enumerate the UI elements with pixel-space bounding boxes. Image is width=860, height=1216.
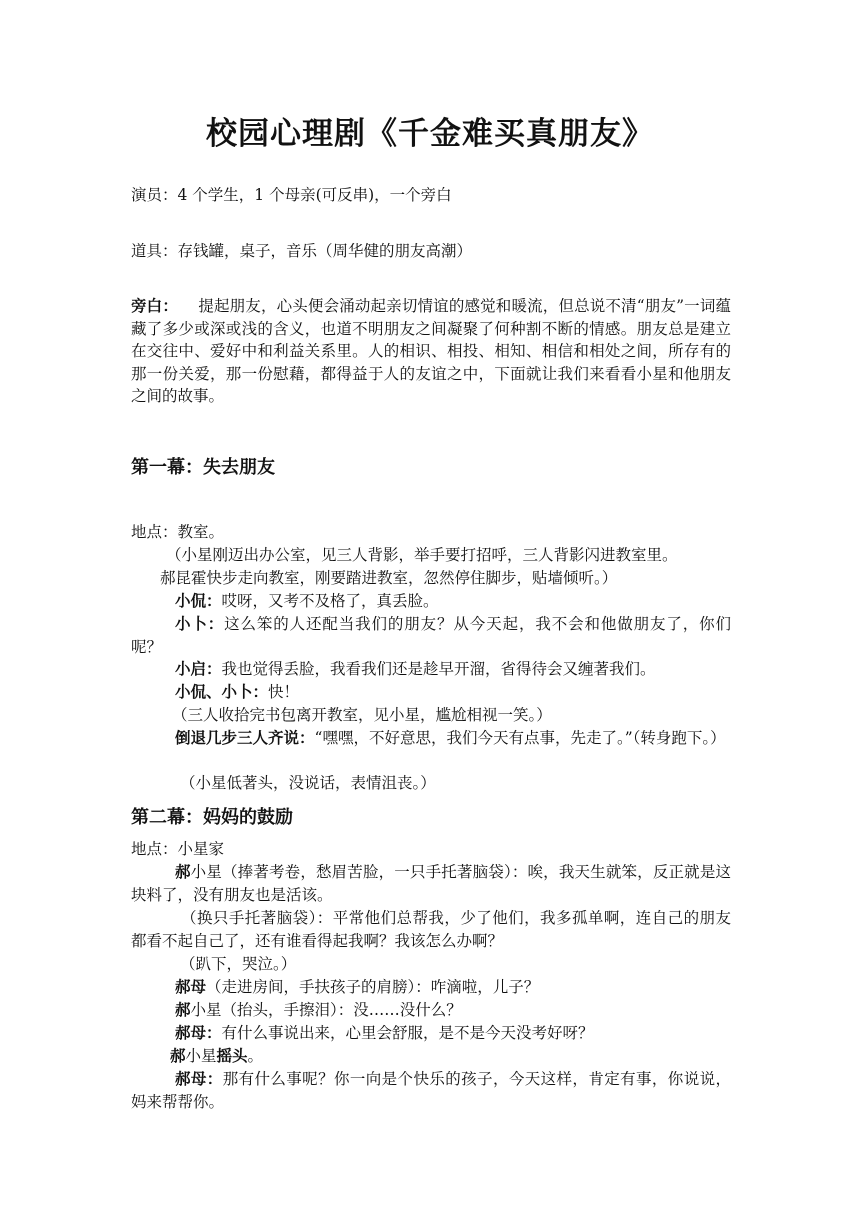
document-title: 校园心理剧《千金难买真朋友》 xyxy=(206,116,654,152)
act2-stage-direction: （趴下，哭泣。） xyxy=(180,955,297,973)
act2-dialogue-3 xyxy=(131,976,731,999)
act2-dialogue-1 xyxy=(131,861,731,906)
speaker: 郝 xyxy=(170,1046,186,1065)
narration-label: 旁白： xyxy=(131,296,178,315)
act2-dialogue-4 xyxy=(131,999,731,1022)
act1-stage-direction-cont: 郝昆霍快步走向教室，刚要踏进教室，忽然停住脚步，贴墙倾听。） xyxy=(160,569,618,587)
speaker: 郝母： xyxy=(175,1023,222,1042)
speaker: 小卜： xyxy=(175,614,225,633)
act1-stage-direction-2: （三人收拾完书包离开教室，见小星，尴尬相视一笑。） xyxy=(172,706,552,724)
speaker: 郝母： xyxy=(175,1069,223,1088)
dialogue-text: 小星（捧著考卷，愁眉苦脸，一只手托著脑袋）：唉，我天生就笨，反正就是这块料了，没有朋友也是活该。 xyxy=(131,863,731,904)
speaker: 郝 xyxy=(175,862,191,881)
dialogue-text: 快！ xyxy=(268,683,300,701)
dialogue-text: 小星（抬头，手擦泪）：没……没什么？ xyxy=(190,1001,462,1019)
act1-dialogue-1 xyxy=(131,590,731,613)
cast-line: 演员：4 个学生，1 个母亲(可反串)，一个旁白 xyxy=(131,186,452,204)
act1-dialogue-5 xyxy=(131,727,731,750)
narration-paragraph xyxy=(131,295,731,408)
dialogue-text: 小星 xyxy=(185,1047,217,1065)
speaker: 郝 xyxy=(175,1000,191,1019)
speaker: 倒退几步三人齐说： xyxy=(175,728,315,747)
speaker: 小侃： xyxy=(175,591,222,610)
act1-location: 地点：教室。 xyxy=(131,523,225,541)
dialogue-text: 有什么事说出来，心里会舒服，是不是今天没考好呀？ xyxy=(221,1024,594,1042)
props-line: 道具：存钱罐，桌子，音乐（周华健的朋友高潮） xyxy=(131,242,473,260)
dialogue-text: “嘿嘿，不好意思，我们今天有点事，先走了。”（转身跑下。） xyxy=(314,729,726,747)
act2-dialogue-6 xyxy=(170,1045,770,1068)
act1-stage-direction: （小星刚迈出办公室，见三人背影，举手要打招呼，三人背影闪进教室里。 xyxy=(166,546,678,564)
dialogue-text: 这么笨的人还配当我们的朋友？从今天起，我不会和他做朋友了，你们呢？ xyxy=(131,615,731,656)
dialogue-text: 那有什么事呢？你一向是个快乐的孩子，今天这样，肯定有事，你说说，妈来帮帮你。 xyxy=(131,1070,731,1111)
act2-location: 地点：小星家 xyxy=(131,840,225,858)
act1-dialogue-4 xyxy=(131,681,731,704)
dialogue-end: 。 xyxy=(247,1047,264,1065)
act2-heading: 第二幕：妈妈的鼓励 xyxy=(131,807,293,828)
dialogue-text: 哎呀，又考不及格了，真丢脸。 xyxy=(221,592,439,610)
act1-dialogue-3 xyxy=(131,658,731,681)
act1-stage-direction-3: （小星低著头，没说话，表情沮丧。） xyxy=(180,774,436,792)
act2-dialogue-5 xyxy=(131,1022,731,1045)
act2-dialogue-2: （换只手托著脑袋）：平常他们总帮我，少了他们，我多孤单啊，连自己的朋友都看不起自己了，还有谁看得起我啊？我该怎么办啊？ xyxy=(131,909,731,950)
act2-dialogue-7 xyxy=(131,1068,731,1113)
speaker: 小启： xyxy=(175,659,222,678)
dialogue-emphasis: 摇头 xyxy=(216,1046,248,1065)
narration-text: 提起朋友，心头便会涌动起亲切情谊的感觉和暖流，但总说不清“朋友”一词蕴藏了多少或深或浅的含义，也道不明朋友之间凝聚了何种割不断的情感。朋友总是建立在交往中、爱好中和利益关系里。人的相识、相投、相知、相信和相处之间，所存有的那一份关爱，那一份慰藉，都得益于人的友谊之中，下面就让我们来看看小星和他朋友之间的故事。 xyxy=(131,297,731,406)
speaker: 小侃、小卜： xyxy=(175,682,269,701)
dialogue-text: 我也觉得丢脸，我看我们还是趁早开溜，省得待会又缠著我们。 xyxy=(221,660,656,678)
speaker: 郝母 xyxy=(175,977,207,996)
act1-heading: 第一幕：失去朋友 xyxy=(131,457,275,478)
act1-dialogue-2 xyxy=(131,613,731,658)
dialogue-text: （走进房间，手扶孩子的肩膀）：咋滴啦，儿子？ xyxy=(206,978,540,996)
